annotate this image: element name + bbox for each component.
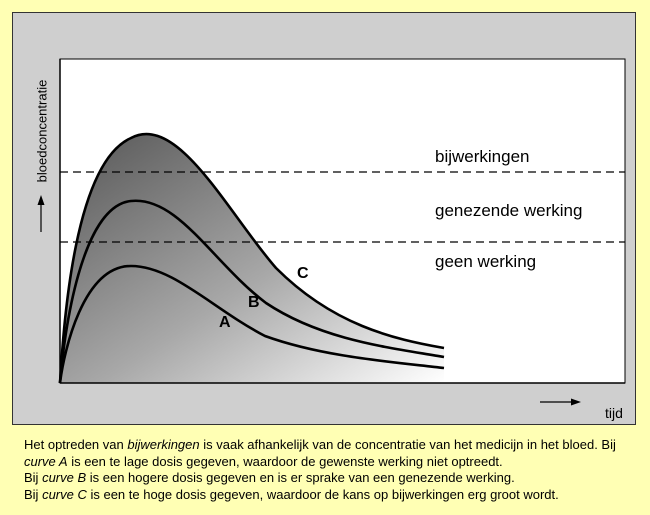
caption-line-1 bbox=[24, 437, 639, 470]
curve-label-c: C bbox=[297, 265, 309, 282]
caption-text: is een te lage dosis gegeven, waardoor de gewenste werking niet optreedt. bbox=[67, 453, 503, 469]
caption-text: Bij bbox=[24, 470, 43, 485]
caption-line-2 bbox=[24, 470, 639, 487]
caption-emphasis: curve A bbox=[24, 453, 68, 469]
zone-label-geen: geen werking bbox=[435, 252, 537, 271]
y-axis-label: bloedconcentratie bbox=[34, 79, 50, 183]
diagram-svg bbox=[13, 13, 637, 426]
y-axis-label-wrap bbox=[31, 73, 53, 253]
curve-label-a: A bbox=[219, 314, 231, 331]
x-axis-arrow-icon bbox=[540, 399, 581, 406]
caption-text: is vaak afhankelijk van de concentratie van het medicijn in het bloed. Bij bbox=[199, 437, 616, 452]
caption-text: is een te hoge dosis gegeven, waardoor de kans op bijwerkingen erg groot wordt. bbox=[86, 486, 559, 502]
caption-text: is een hogere dosis gegeven en is er sprake van een genezende werking. bbox=[86, 470, 515, 485]
caption-emphasis: curve B bbox=[42, 470, 87, 485]
caption-text: Het optreden van bbox=[24, 437, 128, 452]
zone-label-genezend: genezende werking bbox=[435, 201, 583, 220]
zone-label-bijwerkingen: bijwerkingen bbox=[435, 147, 530, 166]
caption-text: Bij bbox=[24, 486, 43, 502]
caption-emphasis: curve C bbox=[42, 486, 87, 502]
curve-label-b: B bbox=[248, 294, 260, 311]
diagram-panel bbox=[12, 12, 636, 425]
caption-emphasis: bijwerkingen bbox=[127, 437, 200, 452]
x-axis-label: tijd bbox=[605, 405, 623, 421]
caption-line-3 bbox=[24, 487, 639, 504]
caption bbox=[24, 437, 639, 503]
